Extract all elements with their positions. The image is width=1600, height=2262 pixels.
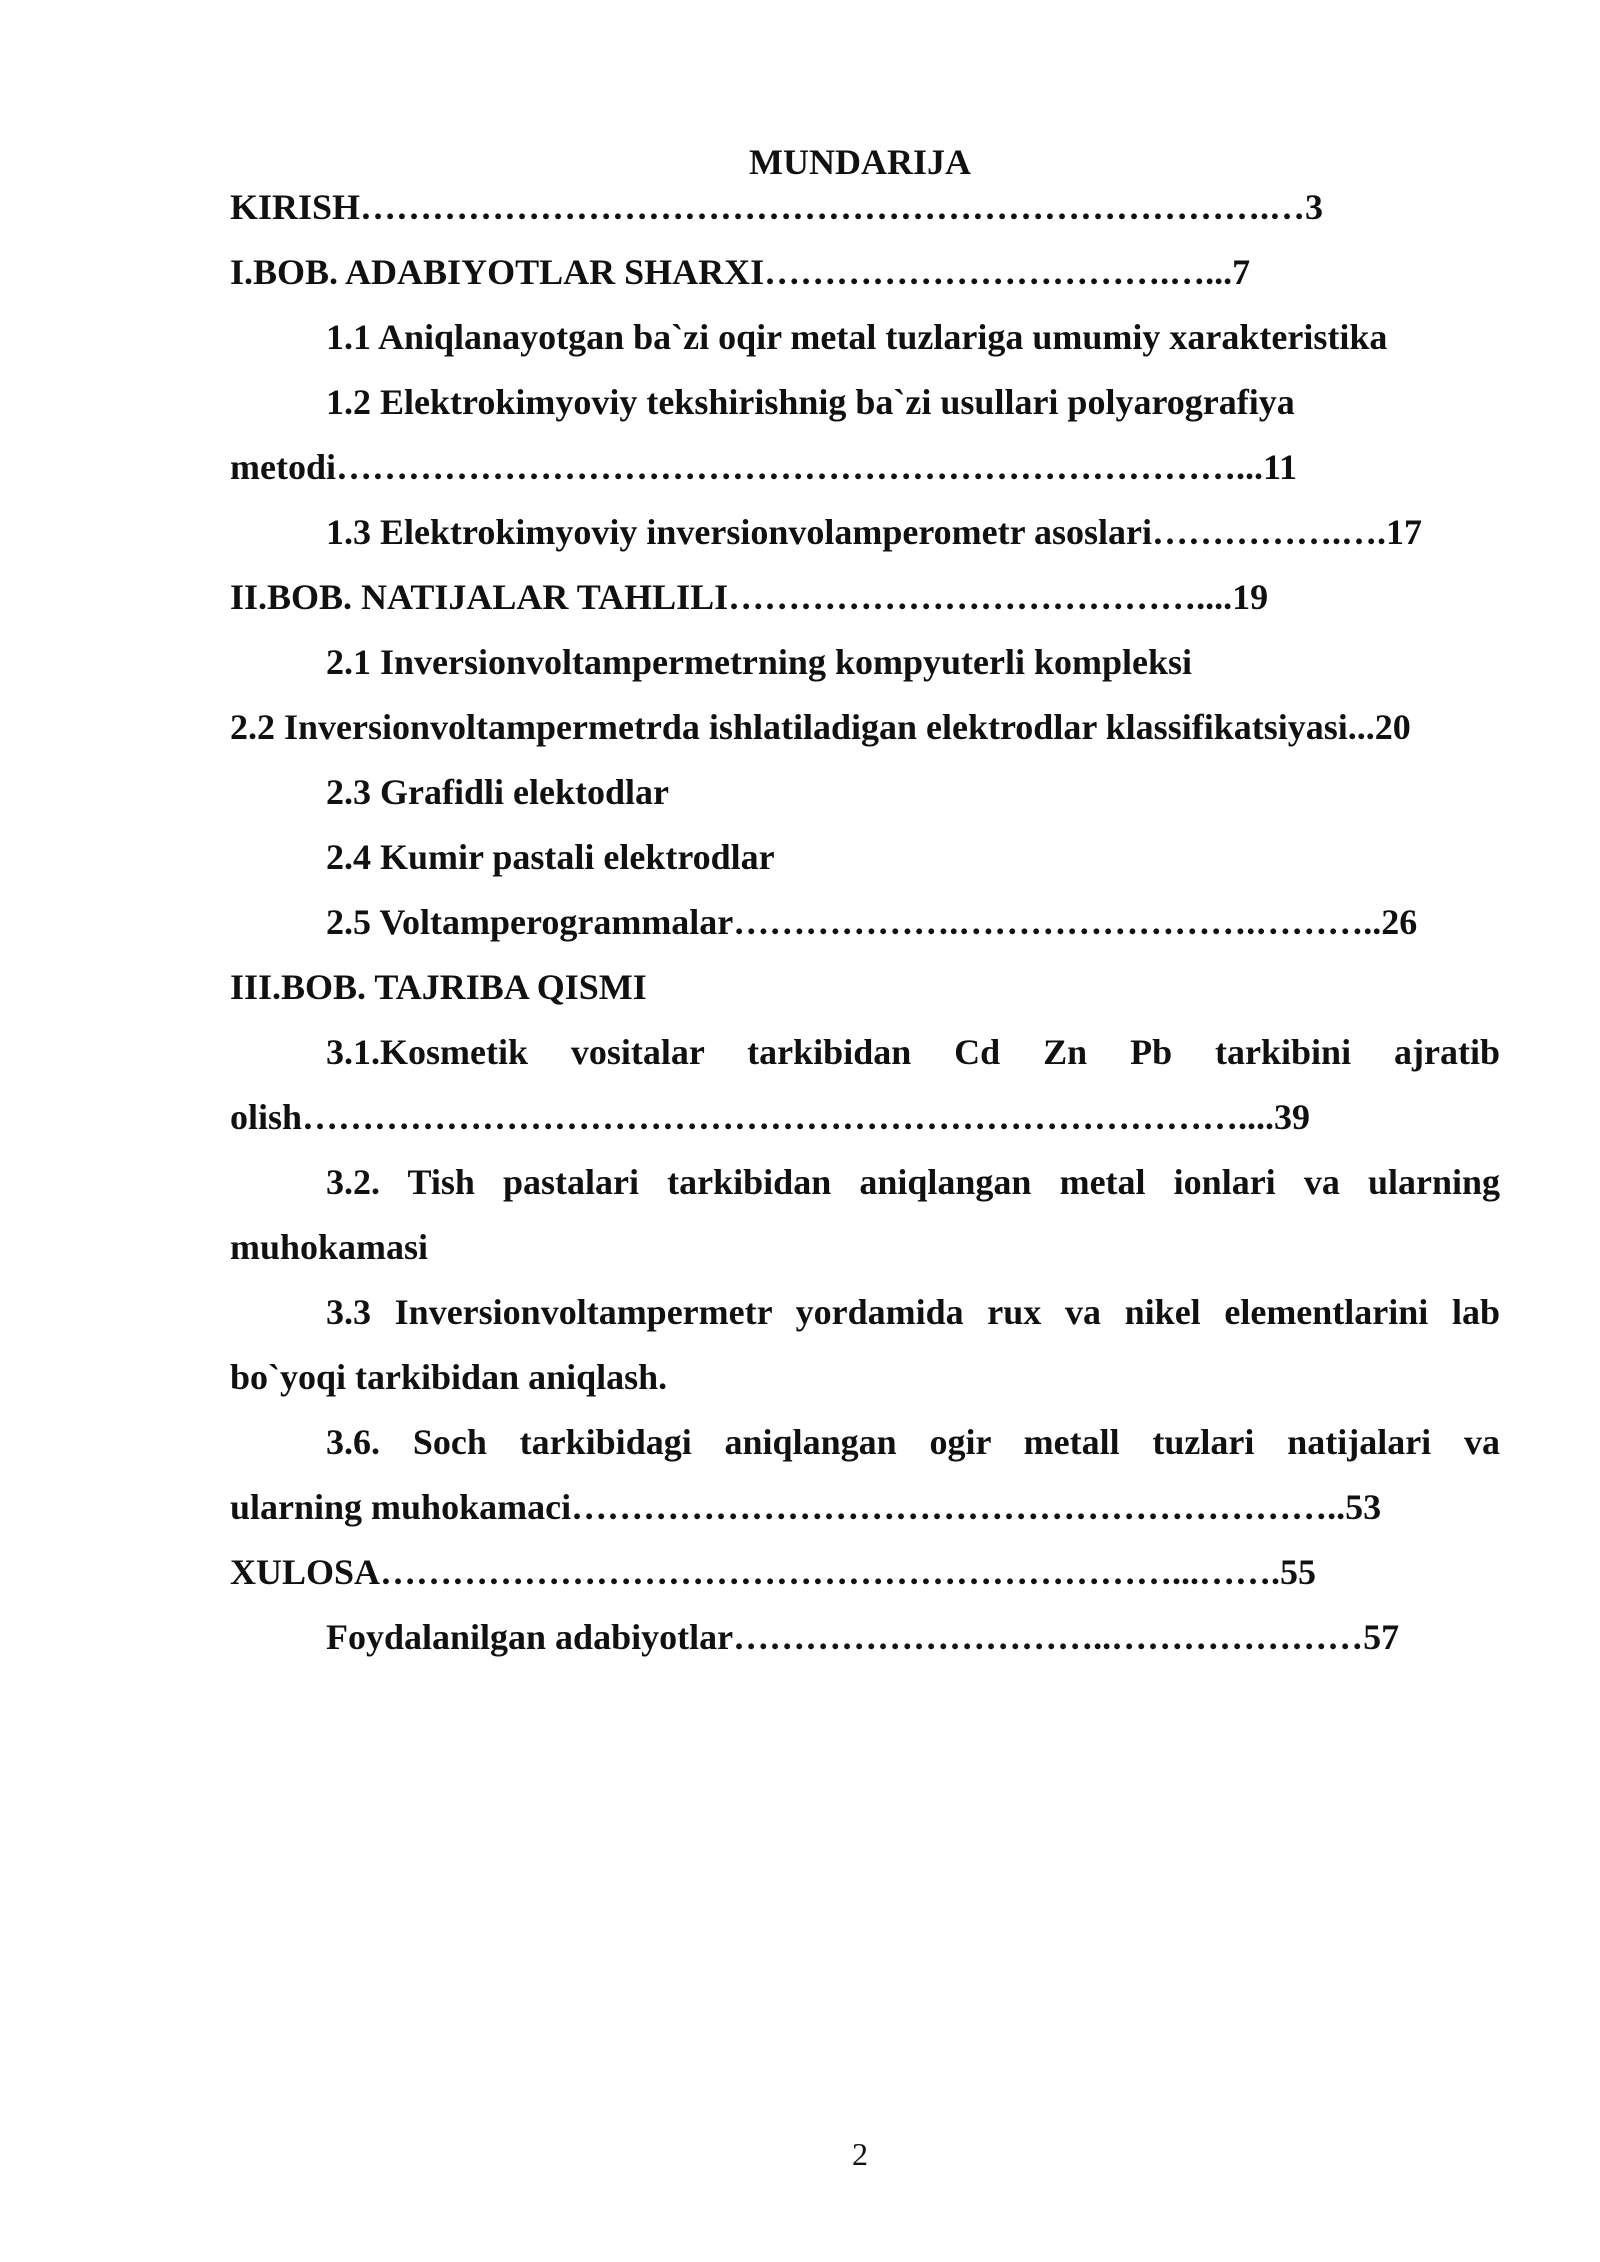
- toc-entry-3-6: 3.6. Soch tarkibidagi aniqlangan ogir metall tuzlari natijalari va: [326, 1422, 1500, 1462]
- toc-entry-1-3: 1.3 Elektrokimyoviy inversionvolamperometr asoslari…………….….17: [326, 512, 1422, 552]
- toc-entry-2-5: 2.5 Voltamperogrammalar……………….…………………….………..26: [326, 902, 1418, 942]
- toc-entry-1-2: 1.2 Elektrokimyoviy tekshirishnig ba`zi usullari polyarografiya: [326, 382, 1295, 422]
- toc-entry-3-3-continued: bo`yoqi tarkibidan aniqlash.: [230, 1357, 668, 1397]
- toc-entry-chapter-3: III.BOB. TAJRIBA QISMI: [230, 967, 647, 1007]
- toc-entry-2-1: 2.1 Inversionvoltampermetrning kompyuterli kompleksi: [326, 642, 1193, 682]
- toc-entry-3-2-continued: muhokamasi: [230, 1227, 429, 1267]
- page-number: 2: [852, 2136, 868, 2172]
- toc-entry-chapter-2: II.BOB. NATIJALAR TAHLILI…………………………………....19: [230, 577, 1269, 617]
- toc-entry-3-3: 3.3 Inversionvoltampermetr yordamida rux va nikel elementlarini lab: [326, 1292, 1500, 1332]
- toc-entry-3-6-continued: ularning muhokamaci………………………………………………………..53: [230, 1487, 1382, 1527]
- toc-entry-3-1-continued: olish……………………………………………………………………....39: [230, 1097, 1311, 1137]
- toc-entry-2-3: 2.3 Grafidli elektodlar: [326, 772, 669, 812]
- toc-entry-3-1: 3.1.Kosmetik vositalar tarkibidan Cd Zn Pb tarkibini ajratib: [326, 1032, 1500, 1072]
- toc-entry-1-2-continued: metodi…………………………………………………………………...11: [230, 447, 1297, 487]
- toc-entry-3-2: 3.2. Tish pastalari tarkibidan aniqlangan metal ionlari va ularning: [326, 1162, 1500, 1202]
- toc-entry-2-4: 2.4 Kumir pastali elektrodlar: [326, 837, 775, 877]
- toc-entry-2-2: 2.2 Inversionvoltampermetrda ishlatiladigan elektrodlar klassifikatsiyasi...20: [230, 707, 1411, 747]
- toc-entry-references: Foydalanilgan adabiyotlar…………………………..…………………57: [326, 1617, 1400, 1657]
- toc-title: MUNDARIJA: [749, 142, 971, 182]
- toc-entry-xulosa: XULOSA…………………………………………………………...…….55: [230, 1552, 1317, 1592]
- toc-entry-kirish: KIRISH………………………………………………………………….…3: [230, 187, 1324, 227]
- toc-entry-chapter-1: I.BOB. ADABIYOTLAR SHARXI…………………………….…...7: [230, 252, 1251, 292]
- toc-entry-1-1: 1.1 Aniqlanayotgan ba`zi oqir metal tuzlariga umumiy xarakteristika: [326, 317, 1388, 357]
